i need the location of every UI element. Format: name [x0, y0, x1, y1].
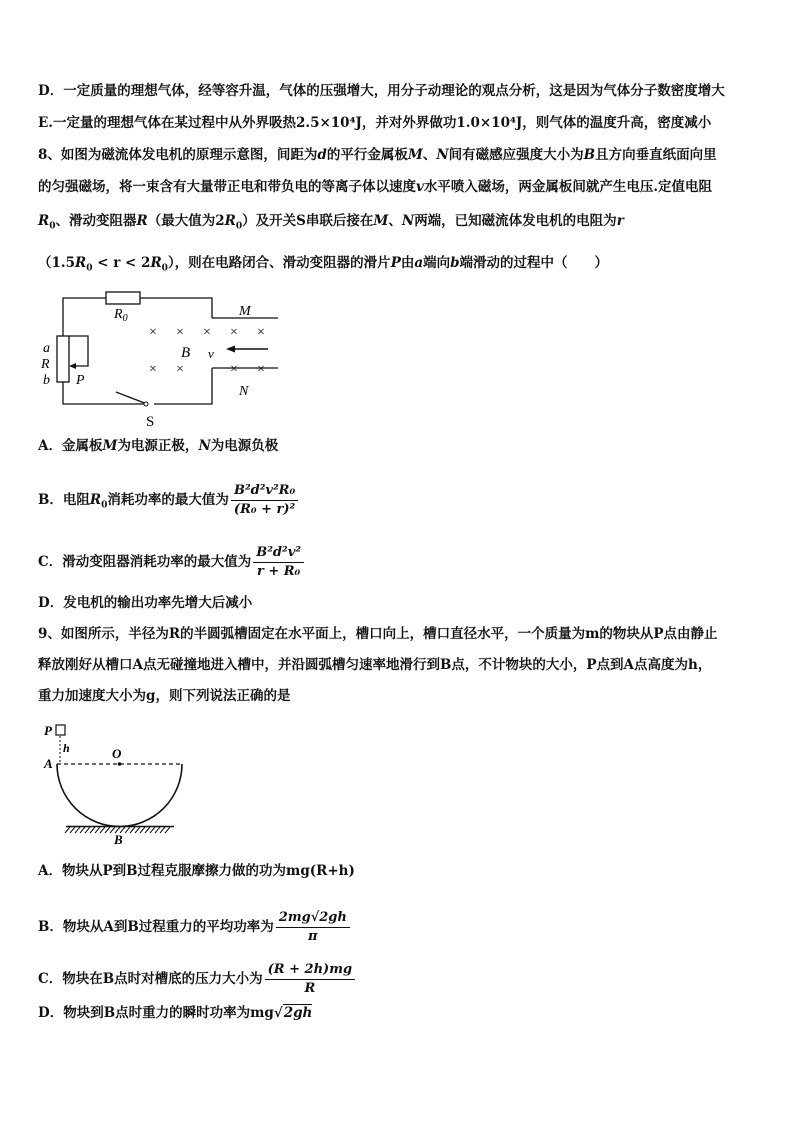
label-b: B [181, 345, 191, 361]
q8-option-b-fraction: $\frac{\text{B²d²v²R₀}}{\text{(R₀ + r)²}}$ [231, 483, 298, 518]
q8-option-c: C．滑动变阻器消耗功率的最大值为 $\frac{\text{B²d²v²}}{\text{r + R₀}}$ [38, 545, 304, 580]
ground-hatch-mark [90, 827, 95, 833]
ground-hatch-mark [70, 827, 75, 833]
q9-option-a: A．物块从P到B过程克服摩擦力做的功为mg(R+h) [38, 863, 355, 879]
label-v: v [208, 346, 214, 361]
semicircle-groove [57, 764, 182, 827]
label-a: A [44, 756, 53, 771]
magnetic-field-cross: × [257, 325, 265, 340]
label-s: S [146, 414, 155, 430]
label-h: h [63, 741, 70, 755]
block-p [56, 725, 65, 735]
q8-stem-line2: 的匀强磁场，将一束含有大量带正电和带负电的等离子体以速度v水平喷入磁场，两金属板间就产生电压.定值电阻 [38, 179, 713, 195]
ground-hatch-mark [150, 827, 155, 833]
magnetic-field-cross: × [149, 325, 157, 340]
magnetic-field-cross: × [203, 325, 211, 340]
rheostat-symbol [57, 336, 69, 382]
ground-hatch-mark [100, 827, 105, 833]
q9-stem-line2: 释放刚好从槽口A点无碰撞地进入槽中，并沿圆弧槽匀速率地滑行到B点，不计物块的大小，P点到A点高度为h， [38, 657, 712, 673]
q9-stem-line1: 9、如图所示，半径为R的半圆弧槽固定在水平面上，槽口向上，槽口直径水平，一个质量为m的物块从P点由静止 [38, 626, 718, 642]
ground-hatch-mark [145, 827, 150, 833]
ground-hatch-mark [85, 827, 90, 833]
q9-option-c: C．物块在B点时对槽底的压力大小为 $\frac{(R + 2h)mg}{R}$ [38, 962, 355, 997]
magnetic-field-cross: × [257, 362, 265, 377]
label-a: a [43, 341, 50, 356]
magnetic-field-cross: × [230, 362, 238, 377]
prev-option-e: E.一定量的理想气体在某过程中从外界吸热2.5×10⁴J，并对外界做功1.0×10⁴J，则气体的温度升高，密度减小 [38, 115, 712, 131]
label-p: P [44, 723, 52, 738]
q8-circuit-diagram [36, 282, 296, 432]
label-o: O [112, 746, 122, 761]
label-r0: $R_0$ [114, 307, 128, 324]
q8-option-c-fraction: $\frac{\text{B²d²v²}}{\text{r + R₀}}$ [253, 545, 304, 580]
q8-stem-line4: $(1.5R_0 < r < 2R_0)$，则在电路闭合、滑动变阻器的滑片P由a端向b端滑动的过程中（ ） [38, 255, 609, 274]
q9-option-b: B．物块从A到B过程重力的平均功率为 $\frac{2mg√2gh}{\pi}$ [38, 910, 350, 945]
center-o [118, 762, 122, 766]
q8-stem-line3: $R_0$、滑动变阻器R（最大值为$2R_0$）及开关S串联后接在M、N两端，已知磁流体发电机的电阻为r [38, 213, 624, 232]
ground-hatch-mark [165, 827, 170, 833]
q9-option-b-fraction: $\frac{2mg√2gh}{\pi}$ [276, 910, 350, 945]
ground-hatch-mark [105, 827, 110, 833]
ground-hatch-mark [135, 827, 140, 833]
label-n: N [239, 384, 249, 399]
r0-resistor-symbol [106, 292, 140, 304]
q8-stem-line1: 8、如图为磁流体发电机的原理示意图，间距为d的平行金属板M、N间有磁感应强度大小为B且方向垂直纸面向里 [38, 147, 717, 163]
label-m: M [239, 304, 251, 319]
switch-contact [144, 402, 148, 406]
ground-hatch-mark [75, 827, 80, 833]
ground-hatch-mark [160, 827, 165, 833]
label-b-end: b [43, 373, 50, 388]
prev-option-d: D．一定质量的理想气体，经等容升温，气体的压强增大，用分子动理论的观点分析，这是因为气体分子数密度增大 [38, 83, 725, 99]
ground-hatch-mark [140, 827, 145, 833]
label-p: P [76, 373, 85, 388]
q8-option-a: A．金属板M为电源正极，N为电源负极 [38, 438, 279, 454]
ground-hatch-mark [125, 827, 130, 833]
q9-stem-line3: 重力加速度大小为g，则下列说法正确的是 [38, 688, 291, 704]
label-b: B [114, 832, 123, 847]
ground-hatch-mark [95, 827, 100, 833]
ground-hatch-mark [80, 827, 85, 833]
magnetic-field-cross: × [176, 325, 184, 340]
slider-arrowhead [69, 363, 76, 369]
ground-hatch-mark [155, 827, 160, 833]
magnetic-field-cross: × [149, 362, 157, 377]
q9-option-d: D．物块到B点时重力的瞬时功率为mg√2gh [38, 1005, 313, 1021]
q9-option-c-fraction: $\frac{(R + 2h)mg}{R}$ [265, 962, 355, 997]
q9-semicircle-diagram [36, 720, 226, 848]
magnetic-field-cross: × [230, 325, 238, 340]
magnetic-field-cross: × [176, 362, 184, 377]
label-r: R [41, 357, 50, 372]
ground-hatch-mark [130, 827, 135, 833]
q8-option-d: D．发电机的输出功率先增大后减小 [38, 595, 253, 611]
ground-hatch-mark [65, 827, 70, 833]
q8-option-b: B．电阻$R_0$消耗功率的最大值为 $\frac{\text{B²d²v²R₀}}{\text{(R₀ + r)²}}$ [38, 483, 298, 518]
switch-lever [116, 392, 147, 404]
